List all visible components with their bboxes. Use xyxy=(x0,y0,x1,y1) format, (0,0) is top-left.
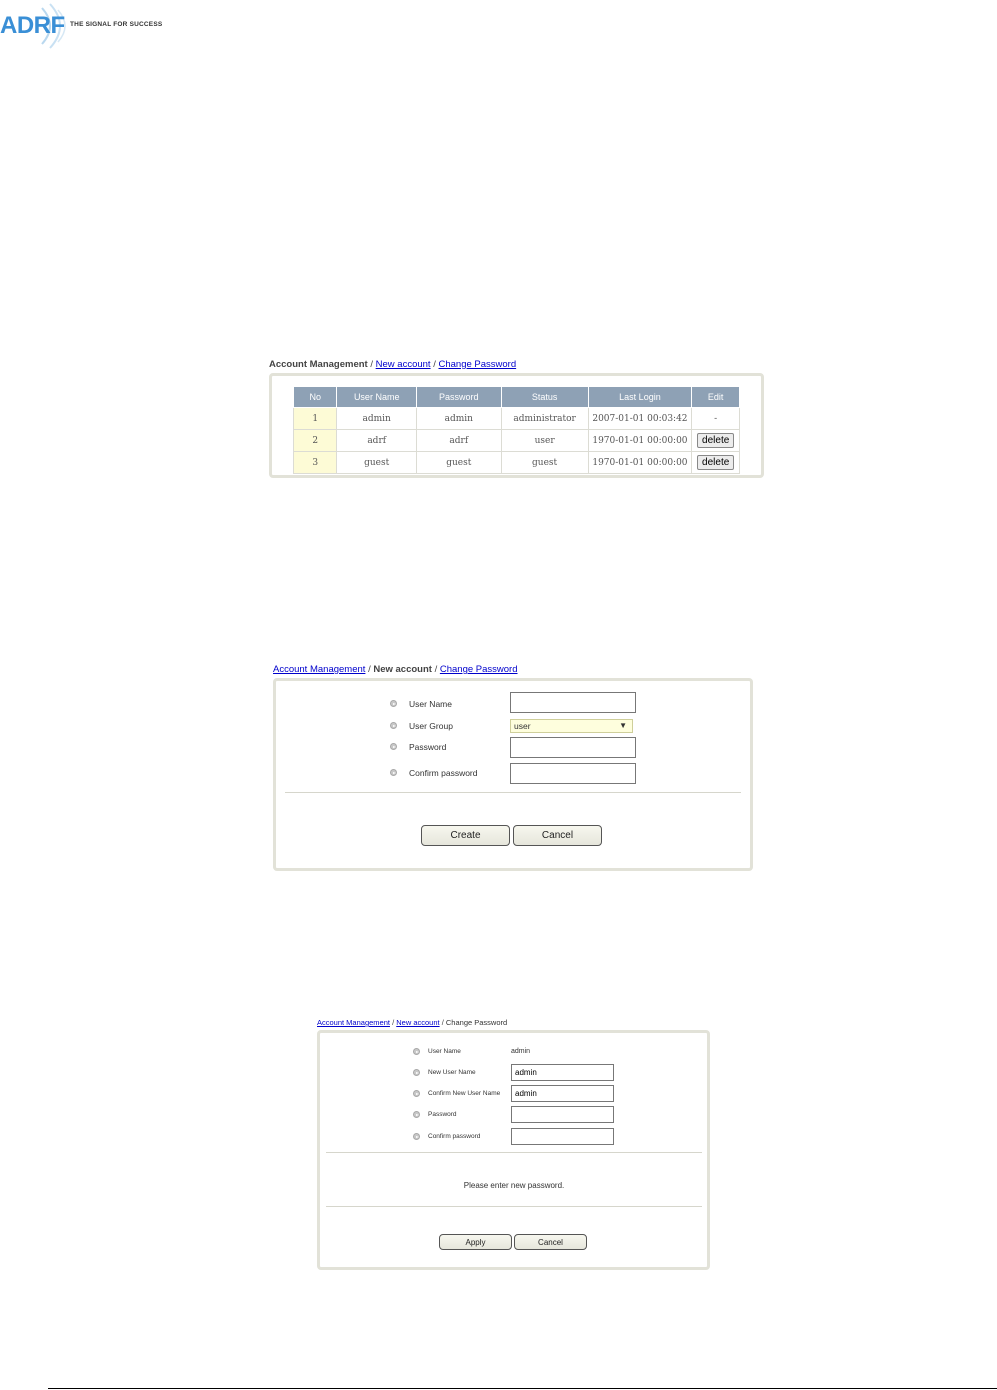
breadcrumb-link-new-account[interactable]: New account xyxy=(375,359,431,370)
bullet-icon xyxy=(413,1069,420,1076)
page-bottom-rule xyxy=(48,1388,997,1389)
table-row xyxy=(294,430,740,452)
breadcrumb-link-new-account[interactable]: New account xyxy=(396,1018,440,1027)
col-user-name: User Name xyxy=(337,387,416,408)
cell-edit: - xyxy=(692,408,740,430)
user-group-value: user xyxy=(514,721,531,731)
table-row xyxy=(294,408,740,430)
password-input[interactable] xyxy=(510,737,636,758)
account-table-panel xyxy=(269,373,764,478)
label-confirm-password: Confirm password xyxy=(409,768,478,778)
table-header-row xyxy=(294,387,740,408)
cell-no: 3 xyxy=(294,452,337,474)
label-user-name: User Name xyxy=(428,1048,461,1055)
bullet-icon xyxy=(413,1133,420,1140)
col-edit: Edit xyxy=(692,387,740,408)
cell-password: admin xyxy=(416,408,501,430)
cancel-button[interactable]: Cancel xyxy=(514,1234,587,1250)
confirm-password-input[interactable] xyxy=(511,1128,614,1145)
logo-brand: ADRF xyxy=(0,12,65,39)
bullet-icon xyxy=(390,743,397,750)
apply-button[interactable]: Apply xyxy=(439,1234,512,1250)
bullet-icon xyxy=(390,722,397,729)
col-no: No xyxy=(294,387,337,408)
cell-edit xyxy=(692,452,740,474)
cell-status: user xyxy=(501,430,588,452)
cell-last-login: 1970-01-01 00:00:00 xyxy=(588,452,692,474)
cell-user-name: adrf xyxy=(337,430,416,452)
col-status: Status xyxy=(501,387,588,408)
col-last-login: Last Login xyxy=(588,387,692,408)
cell-status: administrator xyxy=(501,408,588,430)
divider xyxy=(285,792,741,793)
dropdown-arrow-icon: ▼ xyxy=(619,721,627,730)
breadcrumb: Account Management / New account / Change Password xyxy=(273,664,518,675)
cell-last-login: 2007-01-01 00:03:42 xyxy=(588,408,692,430)
cell-no: 2 xyxy=(294,430,337,452)
confirm-password-input[interactable] xyxy=(510,763,636,784)
breadcrumb-current: Change Password xyxy=(445,1018,508,1027)
breadcrumb: Account Management / New account / Change Password xyxy=(317,1018,508,1027)
delete-button[interactable]: delete xyxy=(697,455,734,470)
cell-status: guest xyxy=(501,452,588,474)
cell-user-name: guest xyxy=(337,452,416,474)
cell-edit xyxy=(692,430,740,452)
breadcrumb-link-change-password[interactable]: Change Password xyxy=(438,359,517,370)
col-password: Password xyxy=(416,387,501,408)
label-confirm-new-user-name: Confirm New User Name xyxy=(428,1090,501,1097)
delete-button[interactable]: delete xyxy=(697,433,734,448)
breadcrumb-link-account-management[interactable]: Account Management xyxy=(273,664,366,675)
change-password-panel xyxy=(317,1030,710,1270)
cell-last-login: 1970-01-01 00:00:00 xyxy=(588,430,692,452)
divider xyxy=(326,1206,702,1207)
user-group-select[interactable] xyxy=(510,719,633,733)
status-message: Please enter new password. xyxy=(463,1181,565,1190)
label-new-user-name: New User Name xyxy=(428,1069,476,1076)
breadcrumb-current: Account Management xyxy=(269,359,368,370)
create-button[interactable]: Create xyxy=(421,825,510,846)
divider xyxy=(326,1152,702,1153)
confirm-new-user-name-input[interactable] xyxy=(511,1085,614,1102)
bullet-icon xyxy=(413,1111,420,1118)
label-password: Password xyxy=(409,742,447,752)
breadcrumb-current: New account xyxy=(373,664,432,675)
label-confirm-password: Confirm password xyxy=(428,1133,481,1140)
account-table xyxy=(293,386,740,474)
bullet-icon xyxy=(390,700,397,707)
label-user-name: User Name xyxy=(409,699,452,709)
cell-password: guest xyxy=(416,452,501,474)
table-row xyxy=(294,452,740,474)
bullet-icon xyxy=(413,1048,420,1055)
bullet-icon xyxy=(390,769,397,776)
adrf-logo xyxy=(0,2,175,50)
cell-password: adrf xyxy=(416,430,501,452)
breadcrumb-link-account-management[interactable]: Account Management xyxy=(317,1018,390,1027)
password-input[interactable] xyxy=(511,1106,614,1123)
label-password: Password xyxy=(428,1111,457,1118)
user-name-value: admin xyxy=(511,1048,531,1055)
breadcrumb-link-change-password[interactable]: Change Password xyxy=(439,664,518,675)
logo-tagline: THE SIGNAL FOR SUCCESS xyxy=(70,21,163,28)
breadcrumb: Account Management / New account / Change Password xyxy=(269,359,517,370)
label-user-group: User Group xyxy=(409,721,453,731)
new-account-panel xyxy=(273,678,753,871)
cancel-button[interactable]: Cancel xyxy=(513,825,602,846)
cell-no: 1 xyxy=(294,408,337,430)
cell-user-name: admin xyxy=(337,408,416,430)
user-name-input[interactable] xyxy=(510,692,636,713)
new-user-name-input[interactable] xyxy=(511,1064,614,1081)
bullet-icon xyxy=(413,1090,420,1097)
